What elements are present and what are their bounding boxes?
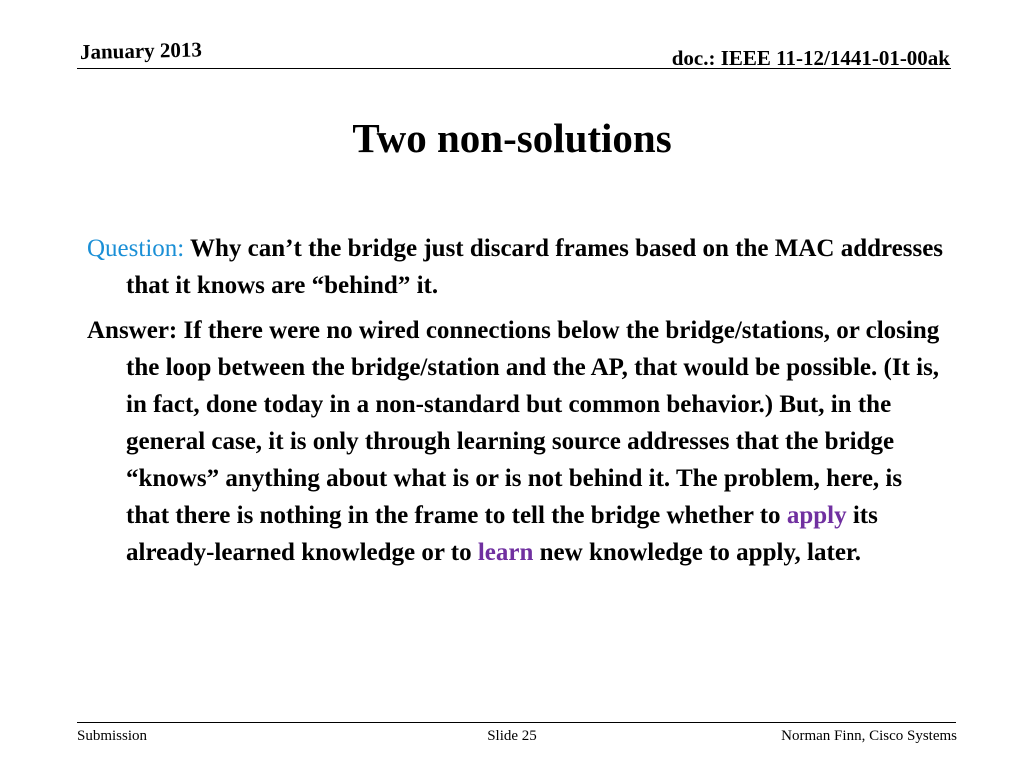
slide-title: Two non-solutions [352,115,672,161]
question-label: Question: [87,235,185,262]
header-rule [77,68,951,69]
highlight-learn: learn [477,539,534,566]
answer-text-2: its already-learned knowledge or to [126,502,878,566]
answer-paragraph [87,312,947,571]
question-paragraph [87,230,947,304]
footer-submission: Submission [77,728,148,744]
slide-body [87,230,947,579]
answer-text-1: Answer: If there were no wired connections below the bridge/stations, or closing the loop between the bridge/station and the AP, that would be possible. (It is, in fact, done today in a non-standard but common behavior.) But, in the general case, it is only through learning source addresses that the bridge “knows” anything about what is or is not behind it. The problem, here, is that there is nothing in the frame to tell the bridge whether to [87,317,940,529]
footer-rule [77,722,956,723]
highlight-apply: apply [786,502,847,529]
footer-slide-number: Slide 25 [487,728,537,744]
footer-author: Norman Finn, Cisco Systems [781,728,957,744]
header-date: January 2013 [79,37,203,64]
question-text: Why can’t the bridge just discard frames based on the MAC addresses that it knows are “behind” it. [126,235,944,299]
answer-text-3: new knowledge to apply, later. [533,539,861,566]
header-doc-id: doc.: IEEE 11-12/1441-01-00ak [671,46,950,70]
